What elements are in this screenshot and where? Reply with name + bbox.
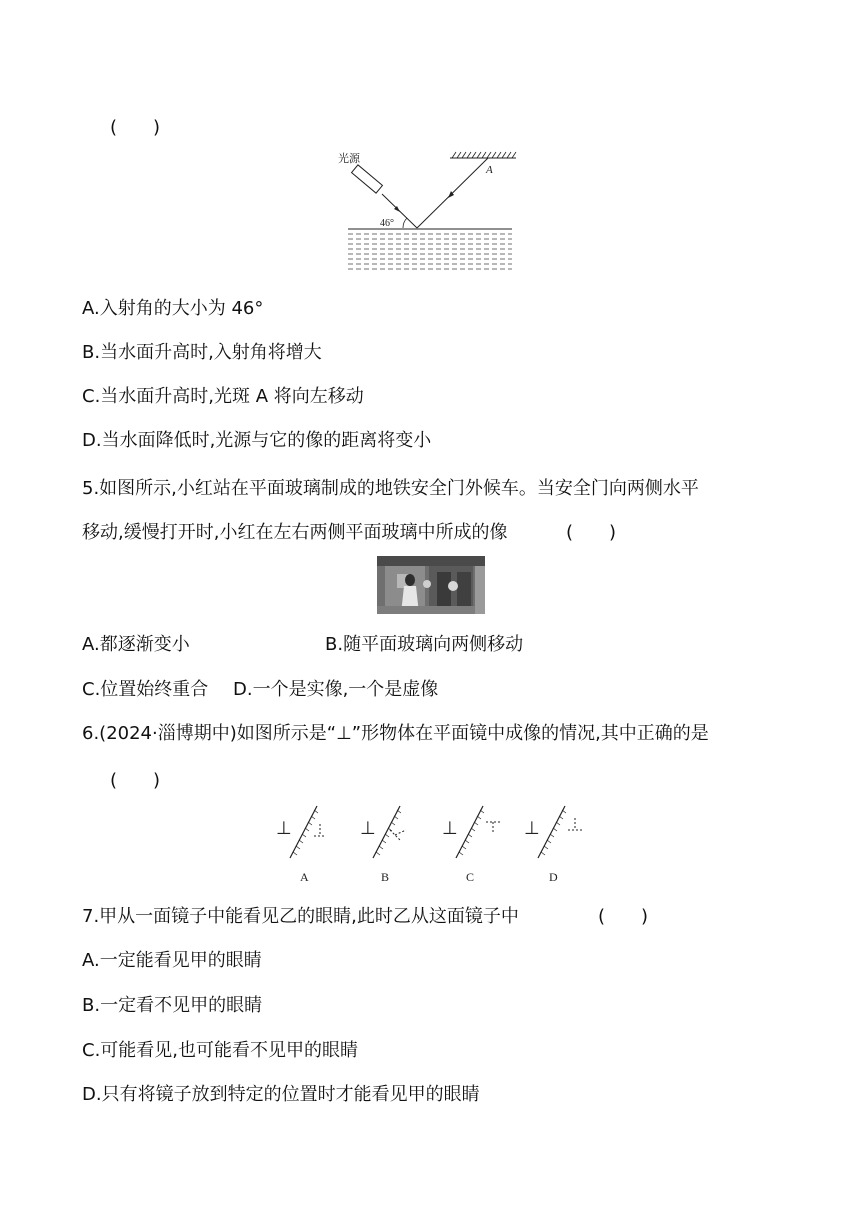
- q6-mirror-options-diagram: [270, 800, 590, 890]
- q6-figure-a: [276, 806, 326, 884]
- image-dashed: [568, 818, 582, 830]
- q7-option-d: D.只有将镜子放到特定的位置时才能看见甲的眼睛: [82, 1084, 480, 1105]
- angle-label: 46°: [380, 218, 394, 229]
- q7-answer-paren: ( ): [598, 906, 649, 927]
- object-symbol: ⊥: [276, 818, 292, 839]
- q4-option-a: A.入射角的大小为 46°: [82, 298, 264, 319]
- q4-answer-paren: ( ): [110, 117, 161, 138]
- object-symbol: ⊥: [442, 818, 458, 839]
- mirror-line: [373, 806, 400, 858]
- spot-a-label: A: [486, 164, 493, 176]
- q5-stem-line2: 移动,缓慢打开时,小红在左右两侧平面玻璃中所成的像: [82, 522, 508, 543]
- light-source-label: 光源: [338, 152, 360, 165]
- screen-hatching: [452, 152, 516, 158]
- q7-option-a: A.一定能看见甲的眼睛: [82, 950, 262, 971]
- q5-option-b: B.随平面玻璃向两侧移动: [325, 634, 524, 655]
- angle-arc: [403, 218, 407, 228]
- q6-label-b: B: [381, 870, 390, 884]
- light-source-icon: [352, 165, 383, 193]
- q6-label-a: A: [300, 870, 309, 884]
- q4-reflection-diagram: [330, 146, 530, 278]
- q5-stem-line1: 5.如图所示,小红站在平面玻璃制成的地铁安全门外候车。当安全门向两侧水平: [82, 478, 699, 499]
- q5-option-c: C.位置始终重合: [82, 679, 209, 700]
- water-dashes: [348, 234, 512, 269]
- q7-option-b: B.一定看不见甲的眼睛: [82, 995, 263, 1016]
- mirror-line: [538, 806, 565, 858]
- subway-door-photo: [377, 556, 485, 614]
- q6-figure-d: [524, 806, 582, 884]
- mirror-line: [456, 806, 483, 858]
- q6-label-d: D: [549, 870, 558, 884]
- mirror-line: [290, 806, 317, 858]
- q5-option-d: D.一个是实像,一个是虚像: [233, 679, 439, 700]
- q5-answer-paren: ( ): [566, 522, 617, 543]
- object-symbol: ⊥: [524, 818, 540, 839]
- q6-answer-paren: ( ): [110, 770, 161, 791]
- q6-figure-c: [442, 806, 500, 884]
- q5-option-a: A.都逐渐变小: [82, 634, 190, 655]
- q6-label-c: C: [466, 870, 475, 884]
- q4-option-b: B.当水面升高时,入射角将增大: [82, 342, 322, 363]
- q7-option-c: C.可能看见,也可能看不见甲的眼睛: [82, 1040, 359, 1061]
- q7-stem: 7.甲从一面镜子中能看见乙的眼睛,此时乙从这面镜子中: [82, 906, 519, 927]
- image-dashed: [314, 824, 326, 836]
- q4-option-c: C.当水面升高时,光斑 A 将向左移动: [82, 386, 364, 407]
- q6-stem: 6.(2024·淄博期中)如图所示是“⊥”形物体在平面镜中成像的情况,其中正确的是: [82, 723, 709, 744]
- image-dashed: [486, 822, 500, 834]
- object-symbol: ⊥: [360, 818, 376, 839]
- q6-figure-b: [360, 806, 406, 884]
- image-dashed: [390, 830, 406, 840]
- q4-option-d: D.当水面降低时,光源与它的像的距离将变小: [82, 430, 432, 451]
